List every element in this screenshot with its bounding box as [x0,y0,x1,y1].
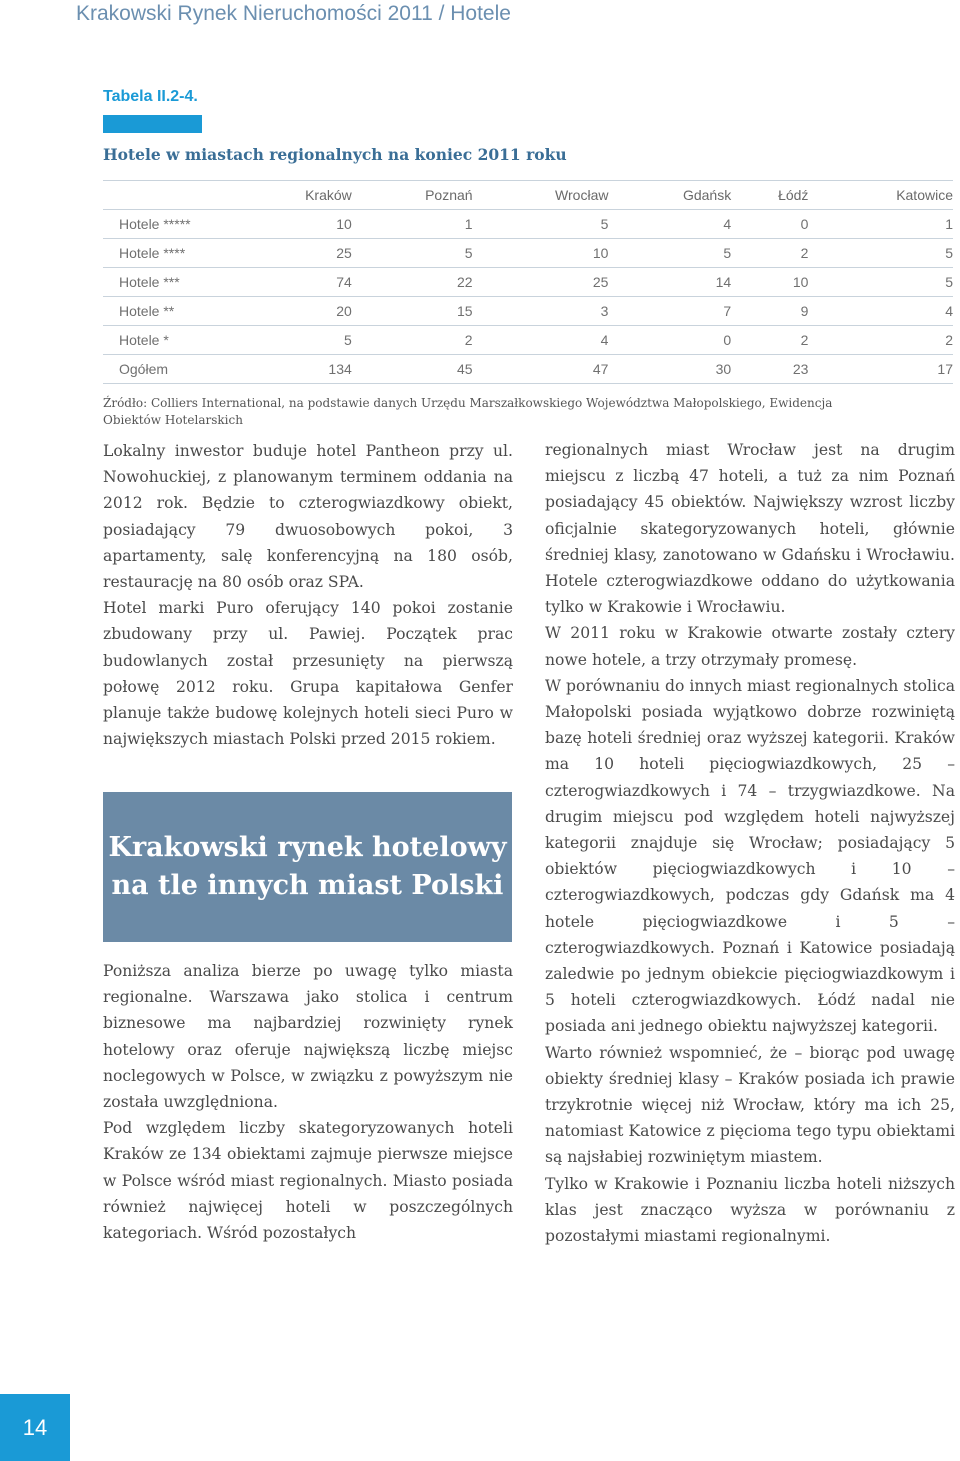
table-row [103,297,953,326]
table-cell: 5 [352,239,473,268]
table-corner-cell [103,181,233,210]
table-cell: 20 [233,297,352,326]
table-cell: 1 [808,210,953,239]
table-cell: 5 [608,239,731,268]
column-header: Gdańsk [608,181,731,210]
table-row [103,326,953,355]
page-number-box [0,1394,70,1461]
paragraph: W porównaniu do innych miast regionalnych stolica Małopolski posiada wyjątkowo dobrze rozwiniętą bazę hoteli średniej oraz wyższej kategorii. Kraków ma 10 hoteli pięciogwiazdkowych, 25 – czterogwiazdkowych i 74 – trzygwiazdkowe. Na drugim miejscu pod względem hoteli najwyższej kategorii znajduje się Wrocław; posiadający 5 obiektów pięciogwiazdkowych i 10 – czterogwiazdkowych, podczas gdy Gdańsk ma 4 hotele pięciogwiazdkowe i 5 – czterogwiazdkowych. Poznań i Katowice posiadają zaledwie po jednym obiekcie pięciogwiazdkowym i 5 hoteli czterogwiazdkowych. Łódź nadal nie posiada ani jednego obiektu najwyższej kategorii. [545,676,955,1036]
table-cell: 45 [352,355,473,384]
hotels-table [103,180,953,384]
table-cell: 5 [808,268,953,297]
table-cell: 2 [731,239,808,268]
table-cell: 4 [608,210,731,239]
left-column-top [103,438,513,752]
table-cell: 10 [233,210,352,239]
column-header: Katowice [808,181,953,210]
row-label: Hotele *** [103,268,233,297]
row-label: Hotele **** [103,239,233,268]
table-row [103,210,953,239]
table-cell: 4 [473,326,609,355]
row-label: Ogółem [103,355,233,384]
column-header: Kraków [233,181,352,210]
table-cell: 14 [608,268,731,297]
table-cell: 15 [352,297,473,326]
table-cell: 134 [233,355,352,384]
table-cell: 47 [473,355,609,384]
left-column-bottom [103,958,513,1246]
paragraph: Hotel marki Puro oferujący 140 pokoi zostanie zbudowany przy ul. Pawiej. Początek prac budowlanych został przesunięty na pierwszą połowę 2012 roku. Grupa kapitałowa Genfer planuje także budowę kolejnych hoteli sieci Puro w największych miastach Polski przed 2015 rokiem. [103,599,513,749]
right-column [545,437,955,1249]
table-cell: 2 [808,326,953,355]
table-cell: 9 [731,297,808,326]
paragraph: Poniższa analiza bierze po uwagę tylko miasta regionalne. Warszawa jako stolica i centrum biznesowe ma najbardziej rozwinięty rynek hotelowy oraz oferuje największą liczbę miejsc noclegowych w Polsce, w związku z powyższym nie została uwzględniona. [103,962,513,1112]
table-cell: 10 [473,239,609,268]
section-heading: Krakowski rynek hotelowy na tle innych miast Polski [108,832,507,901]
paragraph: Warto również wspomnieć, że – biorąc pod uwagę obiekty średniej klasy – Kraków posiada ich prawie trzykrotnie więcej niż Wrocław, który ma ich 25, natomiast Katowice z pięcioma tego typu obiektami są najsłabiej rozwiniętym miastem. [545,1043,955,1167]
paragraph: Tylko w Krakowie i Poznaniu liczba hoteli niższych klas jest znacząco wyższa w porównaniu z pozostałymi miastami regionalnymi. [545,1174,955,1246]
table-cell: 74 [233,268,352,297]
paragraph: Lokalny inwestor buduje hotel Pantheon przy ul. Nowohuckiej, z planowanym terminem oddania na 2012 rok. Będzie to czterogwiazdkowy obiekt, posiadający 79 dwuosobowych pokoi, 3 apartamenty, salę konferencyjną na 180 osób, restaurację na 80 osób oraz SPA. [103,442,513,592]
table-row [103,239,953,268]
table-label: Tabela II.2-4. [103,88,198,105]
row-label: Hotele * [103,326,233,355]
row-label: Hotele ***** [103,210,233,239]
column-header: Łódź [731,181,808,210]
table-cell: 0 [731,210,808,239]
table-row [103,268,953,297]
column-header: Wrocław [473,181,609,210]
table-cell: 4 [808,297,953,326]
table-cell: 2 [352,326,473,355]
table-source-note: Źródło: Colliers International, na podstawie danych Urzędu Marszałkowskiego Województwa Małopolskiego, Ewidencja Obiektów Hotelarskich [103,396,833,427]
table-label-bar [103,115,202,133]
table-header-row [103,181,953,210]
table-cell: 3 [473,297,609,326]
table-cell: 5 [473,210,609,239]
table-title: Hotele w miastach regionalnych na koniec 2011 roku [103,145,567,164]
table-cell: 17 [808,355,953,384]
table-cell: 1 [352,210,473,239]
paragraph: regionalnych miast Wrocław jest na drugim miejscu z liczbą 47 hoteli, a tuż za nim Poznań posiadający 45 obiektów. Największy wzrost liczby oficjalnie skategoryzowanych hoteli, głównie średniej klasy, zanotowano w Gdańsku i Wrocławiu. Hotele czterogwiazdkowe oddano do użytkowania tylko w Krakowie i Wrocławiu. [545,441,955,617]
table-cell: 10 [731,268,808,297]
table-cell: 5 [233,326,352,355]
row-label: Hotele ** [103,297,233,326]
table-cell: 5 [808,239,953,268]
table-cell: 0 [608,326,731,355]
table-cell: 2 [731,326,808,355]
paragraph: Pod względem liczby skategoryzowanych hoteli Kraków ze 134 obiektami zajmuje pierwsze miejsce w Polsce wśród miast regionalnych. Miasto posiada również najwięcej hoteli w poszczególnych kategoriach. Wśród pozostałych [103,1119,513,1243]
table-total-row [103,355,953,384]
table-cell: 30 [608,355,731,384]
table-cell: 25 [233,239,352,268]
table-cell: 22 [352,268,473,297]
column-header: Poznań [352,181,473,210]
table-cell: 7 [608,297,731,326]
section-heading-box [103,792,512,942]
running-head: Krakowski Rynek Nieruchomości 2011 / Hotele [76,2,511,25]
page-number: 14 [22,1414,48,1440]
table-cell: 25 [473,268,609,297]
paragraph: W 2011 roku w Krakowie otwarte zostały cztery nowe hotele, a trzy otrzymały promesę. [545,624,955,669]
table-cell: 23 [731,355,808,384]
